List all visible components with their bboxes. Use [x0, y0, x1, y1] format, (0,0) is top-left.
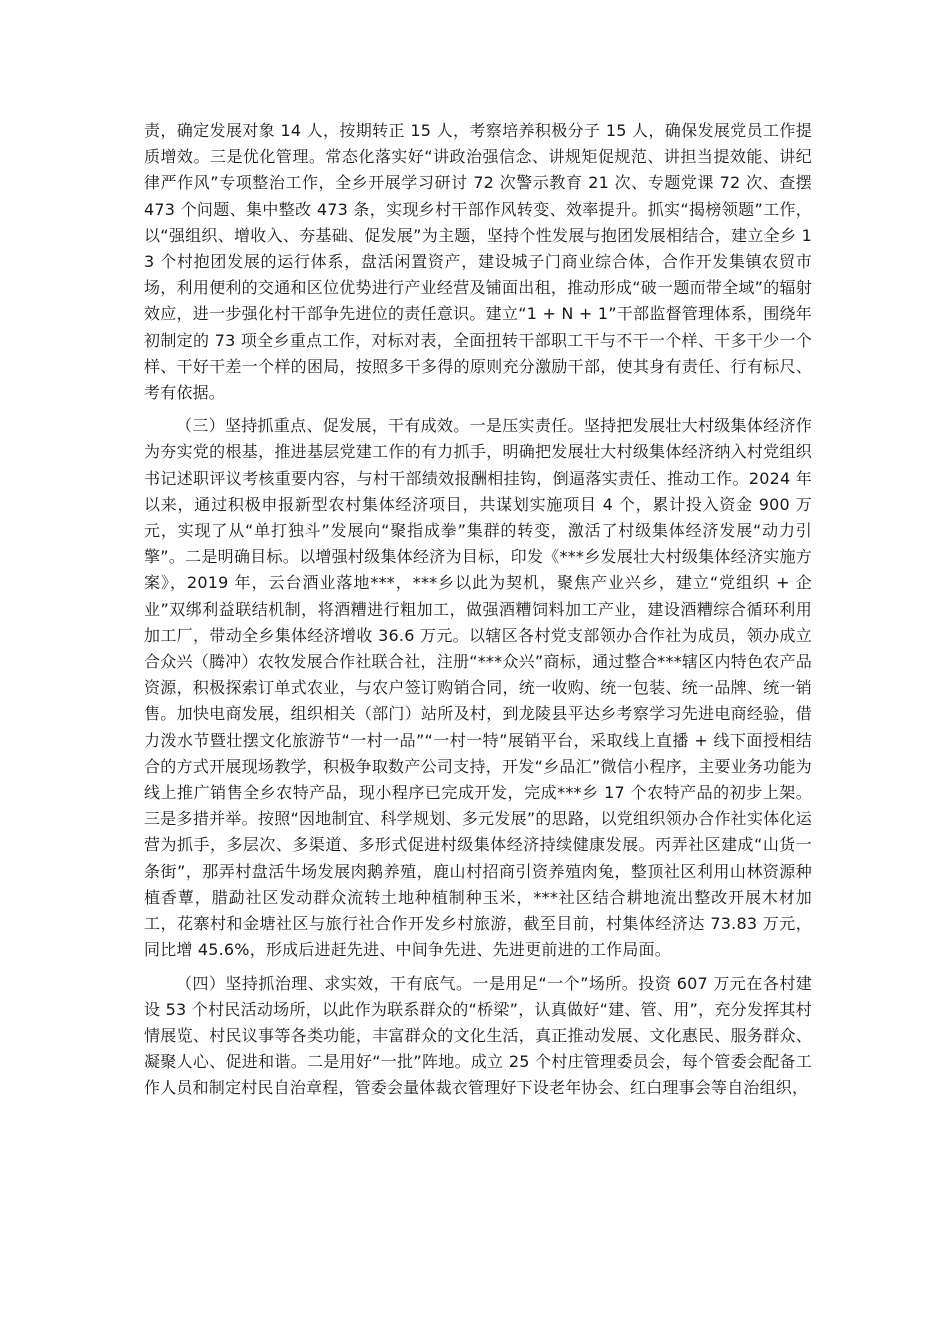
paragraph-governance: （四）坚持抓治理、求实效，干有底气。一是用足“一个”场所。投资 607 万元在各村建设 53 个村民活动场所，以此作为联系群众的“桥梁”，认真做好“建、管、用”，充分发挥其村情展览、村民议事等各类功能，丰富群众的文化生活，真正推动发展、文化惠民、服务群众、凝聚人心、促进和谐。二是用好“一批”阵地。成立 25 个村庄管理委员会，每个管委会配备工作人员和制定村民自治章程，管委会量体裁衣管理好下设老年协会、红白理事会等自治组织， — [144, 973, 812, 1098]
paragraph-key-development: （三）坚持抓重点、促发展，干有成效。一是压实责任。坚持把发展壮大村级集体经济作为夯实党的根基，推进基层党建工作的有力抓手，明确把发展壮大村级集体经济纳入村党组织书记述职评议考核重要内容，与村干部绩效报酬相挂钩，倒逼落实责任、推动工作。2024 年以来，通过积极申报新型农村集体经济项目，共谋划实施项目 4 个，累计投入资金 900 万元，实现了从“单打独斗”发展向“聚指成拳”集群的转变，激活了村级集体经济发展“动力引擎”。二是明确目标。以增强村级集体经济为目标，印发《***乡发展壮大村级集体经济实施方案》，2019 年，云台酒业落地***，***乡以此为契机，聚焦产业兴乡，建立“党组织 + 企业”双绑利益联结机制，将酒糟进行粗加工，做强酒糟饲料加工产业，建设酒糟综合循环利用加工厂，带动全乡集体经济增收 36.6 万元。以辖区各村党支部领办合作社为成员，领办成立合众兴（腾冲）农牧发展合作社联合社，注册“***众兴”商标，通过整合***辖区内特色农产品资源，积极探索订单式农业，与农户签订购销合同，统一收购、统一包装、统一品牌、统一销售。加快电商发展，组织相关（部门）站所及村，到龙陵县平达乡考察学习先进电商经验，借力泼水节暨壮摆文化旅游节“一村一品”“一村一特”展销平台，采取线上直播 + 线下面授相结合的方式开展现场教学，积极争取数产公司支持，开发“乡品汇”微信小程序，主要业务功能为线上推广销售全乡农特产品，现小程序已完成开发，完成***乡 17 个农特产品的初步上架。三是多措并举。按照“因地制宜、科学规划、多元发展”的思路，以党组织领办合作社实体化运营为抓手，多层次、多渠道、多形式促进村级集体经济持续健康发展。丙弄社区建成“山货一条街”，那弄村盘活牛场发展肉鹅养殖，鹿山村招商引资养殖肉兔，整顶社区利用山林资源种植香蕈，腊勐社区发动群众流转土地种植制种玉米，***社区结合耕地流出整改开展木材加工，花寨村和金塘社区与旅行社合作开发乡村旅游，截至目前，村集体经济达 73.83 万元，同比增 45.6%，形成后进赶先进、中间争先进、先进更前进的工作局面。 — [144, 416, 812, 960]
document-page — [144, 118, 812, 1102]
paragraph-party-member-management: 责，确定发展对象 14 人，按期转正 15 人，考察培养积极分子 15 人，确保发展党员工作提质增效。三是优化管理。常态化落实好“讲政治强信念、讲规矩促规范、讲担当提效能、讲纪律严作风”专项整治工作，全乡开展学习研讨 72 次警示教育 21 次、专题党课 72 次、查摆 473 个问题、集中整改 473 条，实现乡村干部作风转变、效率提升。抓实“揭榜领题”工作，以“强组织、增收入、夯基础、促发展”为主题，坚持个性发展与抱团发展相结合，建立全乡 13 个村抱团发展的运行体系，盘活闲置资产，建设城子门商业综合体，合作开发集镇农贸市场，利用便利的交通和区位优势进行产业经营及铺面出租，推动形成“破一题而带全域”的辐射效应，进一步强化村干部争先进位的责任意识。建立“1 + N + 1”干部监督管理体系，围绕年初制定的 73 项全乡重点工作，对标对表，全面扭转干部职工干与不干一个样、干多干少一个样、干好干差一个样的困局，按照多干多得的原则充分激励干部，使其身有责任、行有标尺、考有依据。 — [144, 121, 812, 403]
